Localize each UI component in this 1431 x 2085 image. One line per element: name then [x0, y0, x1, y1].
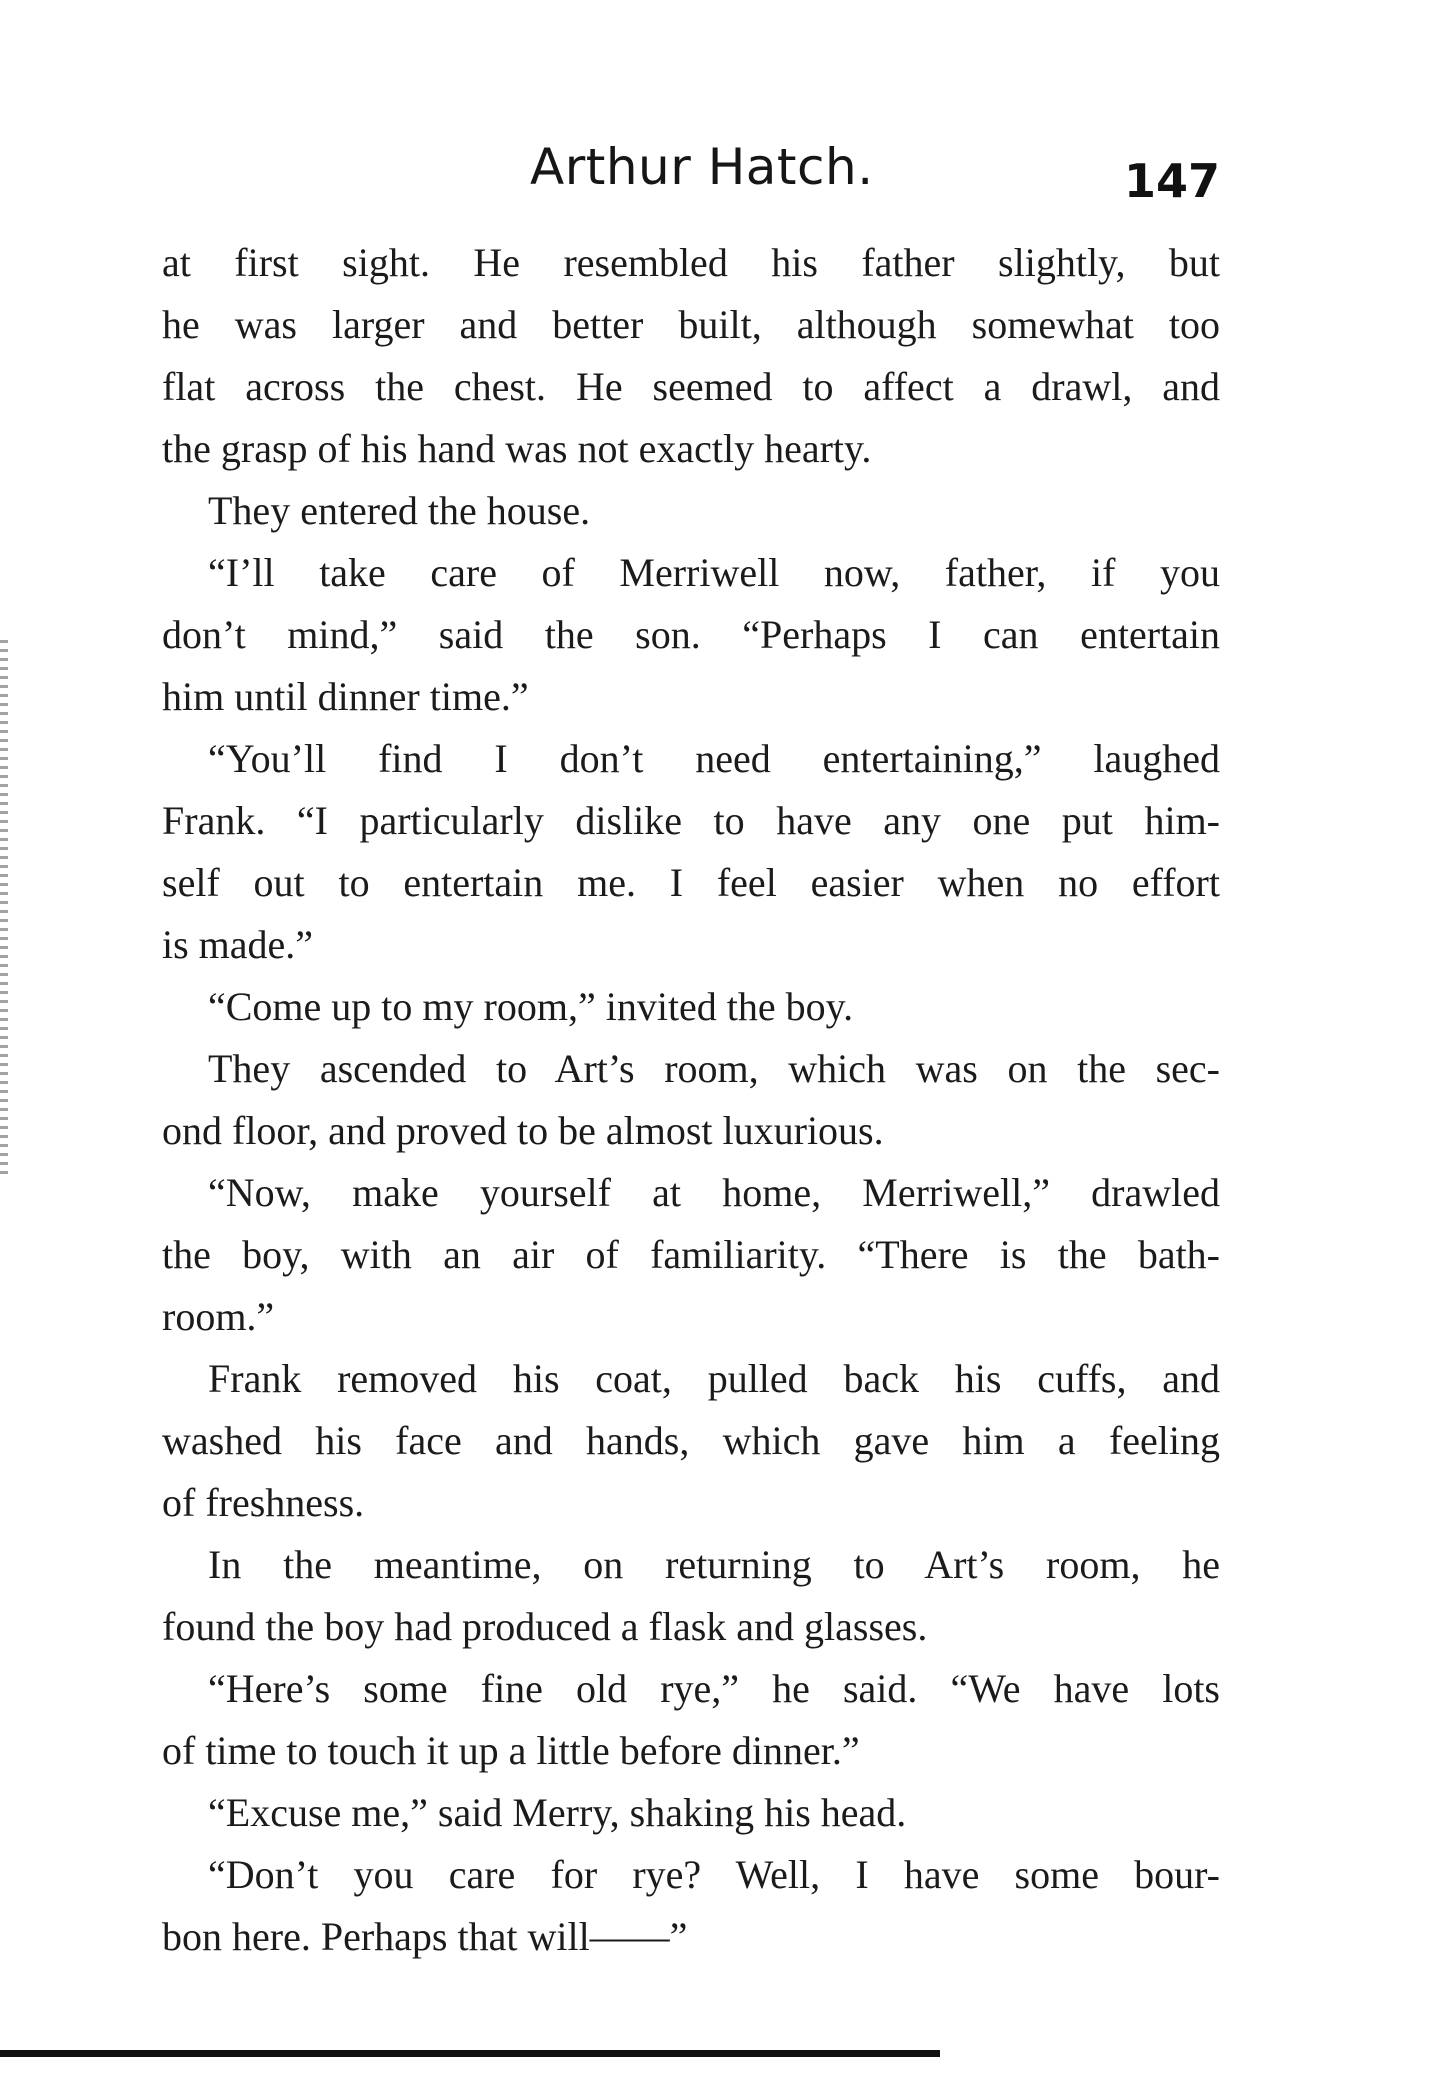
running-head	[160, 138, 1220, 218]
text-line: ond floor, and proved to be almost luxurious.	[162, 1108, 884, 1153]
text-line: at first sight. He resembled his father slightly, but	[162, 240, 1220, 285]
text-line: “You’ll find I don’t need entertaining,” laughed	[208, 736, 1220, 781]
text-line: In the meantime, on returning to Art’s room, he	[208, 1542, 1220, 1587]
text-line: “Here’s some fine old rye,” he said. “We have lots	[208, 1666, 1220, 1711]
text-line: “Come up to my room,” invited the boy.	[208, 984, 854, 1029]
text-line: bon here. Perhaps that will——”	[162, 1914, 688, 1959]
text-line: They ascended to Art’s room, which was on the sec-	[208, 1046, 1220, 1091]
text-line: Frank. “I particularly dislike to have any one put him-	[162, 798, 1220, 843]
text-line: of time to touch it up a little before dinner.”	[162, 1728, 860, 1773]
text-line: Frank removed his coat, pulled back his cuffs, and	[208, 1356, 1220, 1401]
text-line: flat across the chest. He seemed to affect a drawl, and	[162, 364, 1220, 409]
text-line: “Don’t you care for rye? Well, I have some bour-	[208, 1852, 1220, 1897]
text-line: “Now, make yourself at home, Merriwell,” drawled	[208, 1170, 1220, 1215]
text-line: They entered the house.	[208, 488, 591, 533]
text-line: him until dinner time.”	[162, 674, 529, 719]
text-line: don’t mind,” said the son. “Perhaps I can entertain	[162, 612, 1220, 657]
text-line: is made.”	[162, 922, 314, 967]
text-line: “I’ll take care of Merriwell now, father, if you	[208, 550, 1220, 595]
text-line: washed his face and hands, which gave him a feeling	[162, 1418, 1220, 1463]
text-line: found the boy had produced a flask and glasses.	[162, 1604, 928, 1649]
text-line: the boy, with an air of familiarity. “There is the bath-	[162, 1232, 1220, 1277]
text-line: he was larger and better built, although somewhat too	[162, 302, 1220, 347]
page-number: 147	[1123, 154, 1220, 208]
text-line: room.”	[162, 1294, 275, 1339]
text-line: self out to entertain me. I feel easier when no effort	[162, 860, 1220, 905]
page-edge-scan-artifact	[0, 640, 8, 1180]
running-title: Arthur Hatch.	[530, 138, 874, 196]
text-line: of freshness.	[162, 1480, 365, 1525]
text-line: “Excuse me,” said Merry, shaking his head.	[208, 1790, 907, 1835]
text-line: the grasp of his hand was not exactly hearty.	[162, 426, 872, 471]
bottom-rule	[0, 2050, 940, 2057]
